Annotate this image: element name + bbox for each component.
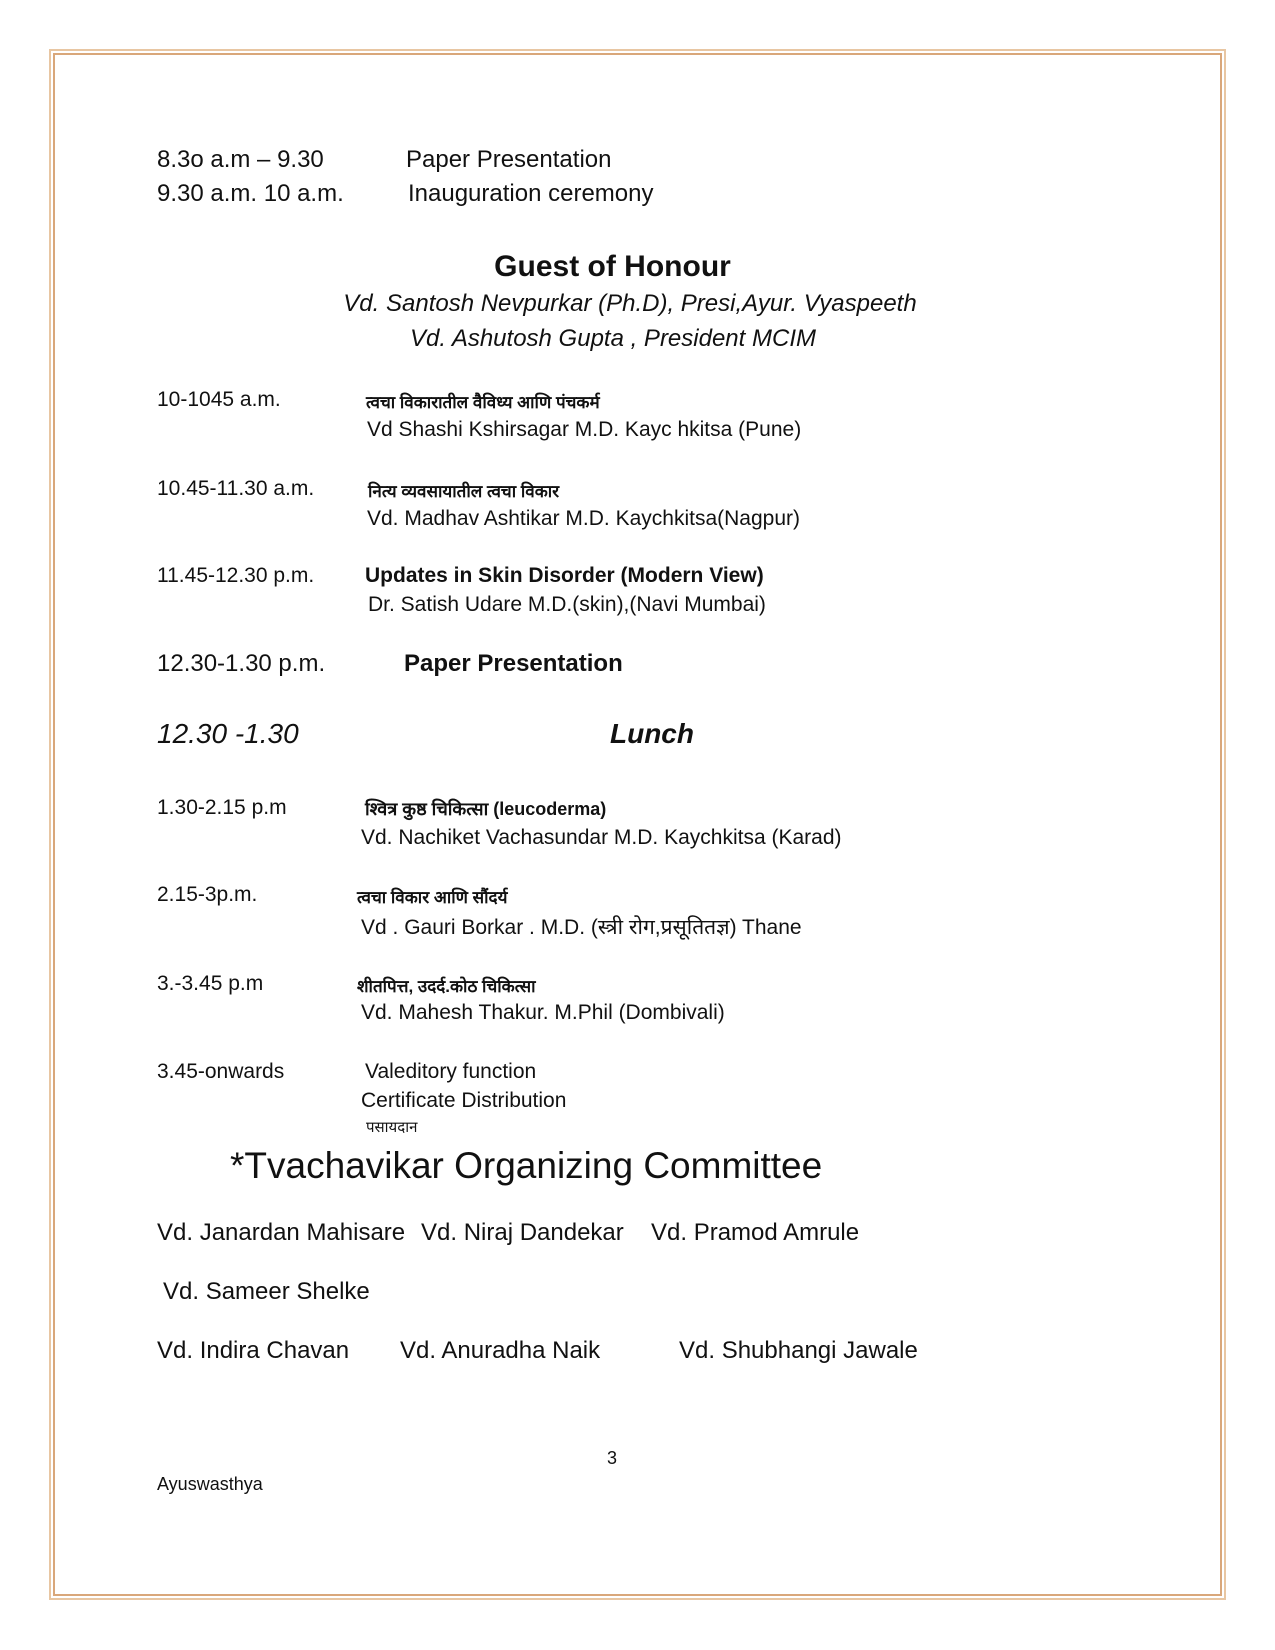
session-speaker: Vd. Nachiket Vachasundar M.D. Kaychkitsa (Karad) (361, 826, 842, 849)
session-topic: श्वित्र कुष्ठ चिकित्सा (leucoderma) (365, 799, 607, 819)
closing-time: 3.45-onwards (157, 1060, 285, 1083)
paper-presentation-title: Paper Presentation (404, 650, 623, 677)
committee-member: Vd. Shubhangi Jawale (679, 1337, 918, 1364)
lunch-title: Lunch (610, 718, 694, 749)
committee-member: Vd. Niraj Dandekar (421, 1219, 624, 1246)
paper-presentation-time: 12.30-1.30 p.m. (157, 650, 326, 677)
guest-line-2: Vd. Ashutosh Gupta , President MCIM (410, 325, 816, 352)
session-time: 3.-3.45 p.m (157, 972, 264, 995)
committee-member: Vd. Sameer Shelke (163, 1278, 370, 1305)
session-speaker: Vd. Madhav Ashtikar M.D. Kaychkitsa(Nagpur) (367, 507, 801, 530)
session-topic: नित्य व्यवसायातील त्वचा विकार (368, 482, 560, 501)
session-speaker: Dr. Satish Udare M.D.(skin),(Navi Mumbai) (368, 593, 766, 616)
page-number: 3 (607, 1448, 618, 1468)
committee-heading: *Tvachavikar Organizing Committee (230, 1145, 823, 1186)
committee-member: Vd. Indira Chavan (157, 1337, 350, 1364)
committee-member: Vd. Janardan Mahisare (157, 1219, 406, 1246)
closing-line-1: Valeditory function (365, 1060, 537, 1083)
schedule-time: 8.3o a.m – 9.30 (157, 146, 324, 173)
session-speaker: Vd. Mahesh Thakur. M.Phil (Dombivali) (361, 1001, 725, 1024)
session-speaker: Vd Shashi Kshirsagar M.D. Kayc hkitsa (Pune) (367, 418, 802, 441)
guest-heading: Guest of Honour (494, 250, 731, 283)
session-topic: त्वचा विकारातील वैविध्य आणि पंचकर्म (366, 393, 600, 412)
session-speaker: Vd . Gauri Borkar . M.D. (स्त्री रोग,प्रसूतितज्ञ) Thane (361, 916, 802, 939)
footer-brand: Ayuswasthya (157, 1474, 263, 1494)
schedule-title: Inauguration ceremony (408, 180, 654, 207)
session-topic: त्वचा विकार आणि सौंदर्य (357, 888, 508, 907)
session-time: 11.45-12.30 p.m. (157, 564, 315, 587)
schedule-title: Paper Presentation (406, 146, 612, 173)
guest-line-1: Vd. Santosh Nevpurkar (Ph.D), Presi,Ayur. Vyaspeeth (343, 290, 917, 317)
session-time: 1.30-2.15 p.m (157, 796, 287, 819)
session-topic: शीतपित्त, उदर्द.कोठ चिकित्सा (357, 977, 536, 996)
committee-member: Vd. Anuradha Naik (400, 1337, 601, 1364)
committee-member: Vd. Pramod Amrule (651, 1219, 860, 1246)
closing-line-3: पसायदान (366, 1119, 418, 1136)
schedule-time: 9.30 a.m. 10 a.m. (157, 180, 344, 207)
session-time: 10-1045 a.m. (157, 388, 281, 411)
session-time: 10.45-11.30 a.m. (157, 477, 315, 500)
session-time: 2.15-3p.m. (157, 883, 258, 906)
closing-line-2: Certificate Distribution (361, 1089, 567, 1112)
session-topic: Updates in Skin Disorder (Modern View) (365, 564, 764, 587)
lunch-time: 12.30 -1.30 (157, 718, 299, 749)
